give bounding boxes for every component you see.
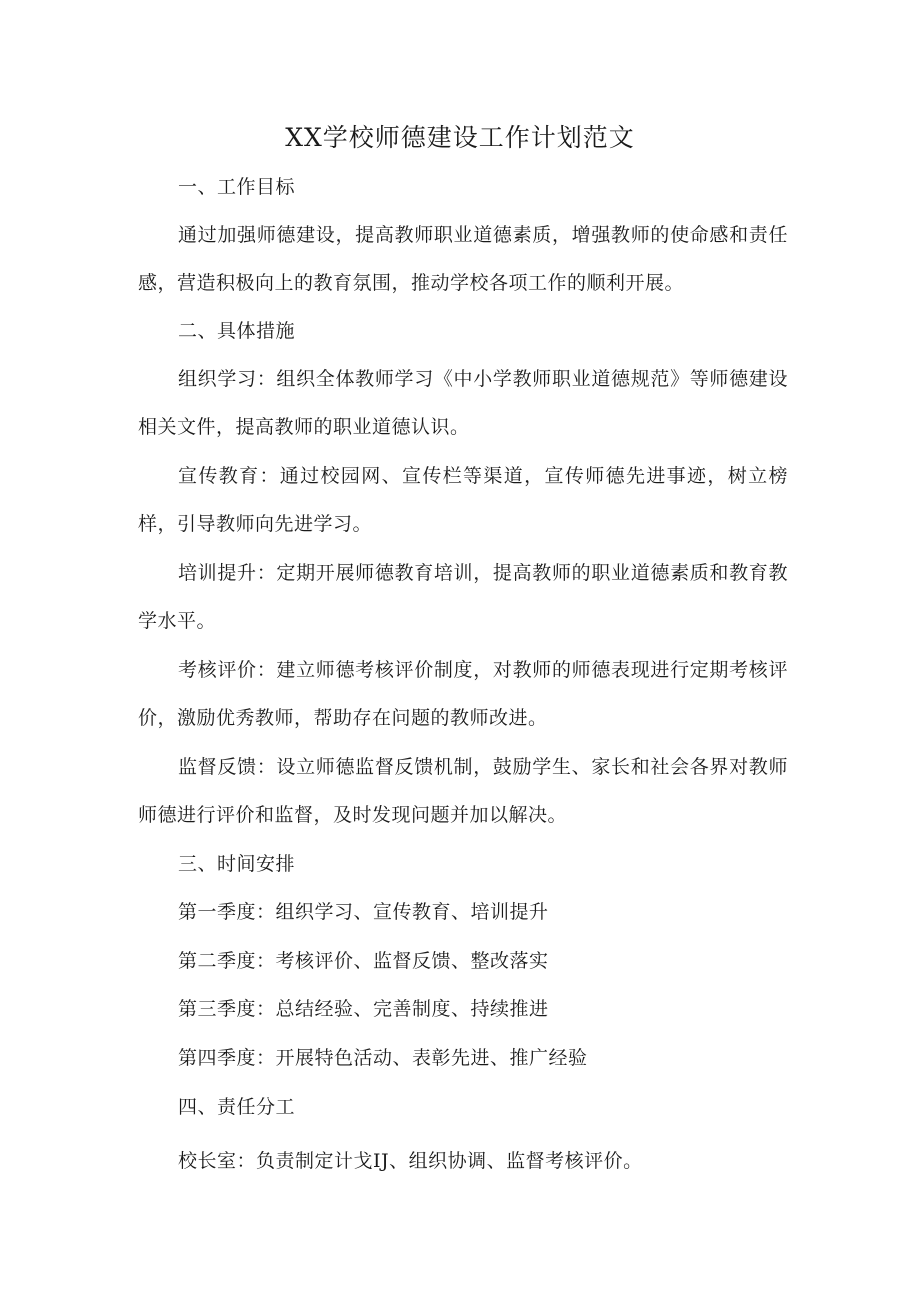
schedule-item-q3: 第三季度：总结经验、完善制度、持续推进 [178,998,549,1020]
paragraph-measure-evaluation: 考核评价：建立师德考核评价制度，对教师的师德表现进行定期考核评价，激励优秀教师，帮助存在问题的教师改进。 [138,659,788,729]
paragraph-measure-study: 组织学习：组织全体教师学习《中小学教师职业道德规范》等师德建设相关文件，提高教师的职业道德认识。 [138,368,788,438]
section-heading-schedule: 三、时间安排 [178,853,296,875]
section-heading-responsibilities: 四、责任分工 [178,1096,296,1118]
responsibility-item-principal: 校长室：负责制定计戈IJ、组织协调、监督考核评价。 [178,1150,643,1172]
section-heading-goals: 一、工作目标 [178,176,296,198]
paragraph-goals: 通过加强师德建设，提高教师职业道德素质，增强教师的使命感和责任感，营造积极向上的教育氛围，推动学校各项工作的顺利开展。 [138,224,788,294]
paragraph-measure-publicity: 宣传教育：通过校园网、宣传栏等渠道，宣传师德先进事迹，树立榜样，引导教师向先进学习。 [138,465,788,535]
schedule-item-q2: 第二季度：考核评价、监督反馈、整改落实 [178,950,549,972]
paragraph-measure-training: 培训提升：定期开展师德教育培训，提高教师的职业道德素质和教育教学水平。 [138,562,788,632]
paragraph-measure-supervision: 监督反馈：设立师德监督反馈机制，鼓励学生、家长和社会各界对教师师德进行评价和监督，及时发现问题并加以解决。 [138,756,788,826]
schedule-item-q1: 第一季度：组织学习、宣传教育、培训提升 [178,901,549,923]
section-heading-measures: 二、具体措施 [178,320,296,342]
document-title: XX学校师德建设工作计划范文 [285,123,635,152]
schedule-item-q4: 第四季度：开展特色活动、表彰先进、推广经验 [178,1047,588,1069]
